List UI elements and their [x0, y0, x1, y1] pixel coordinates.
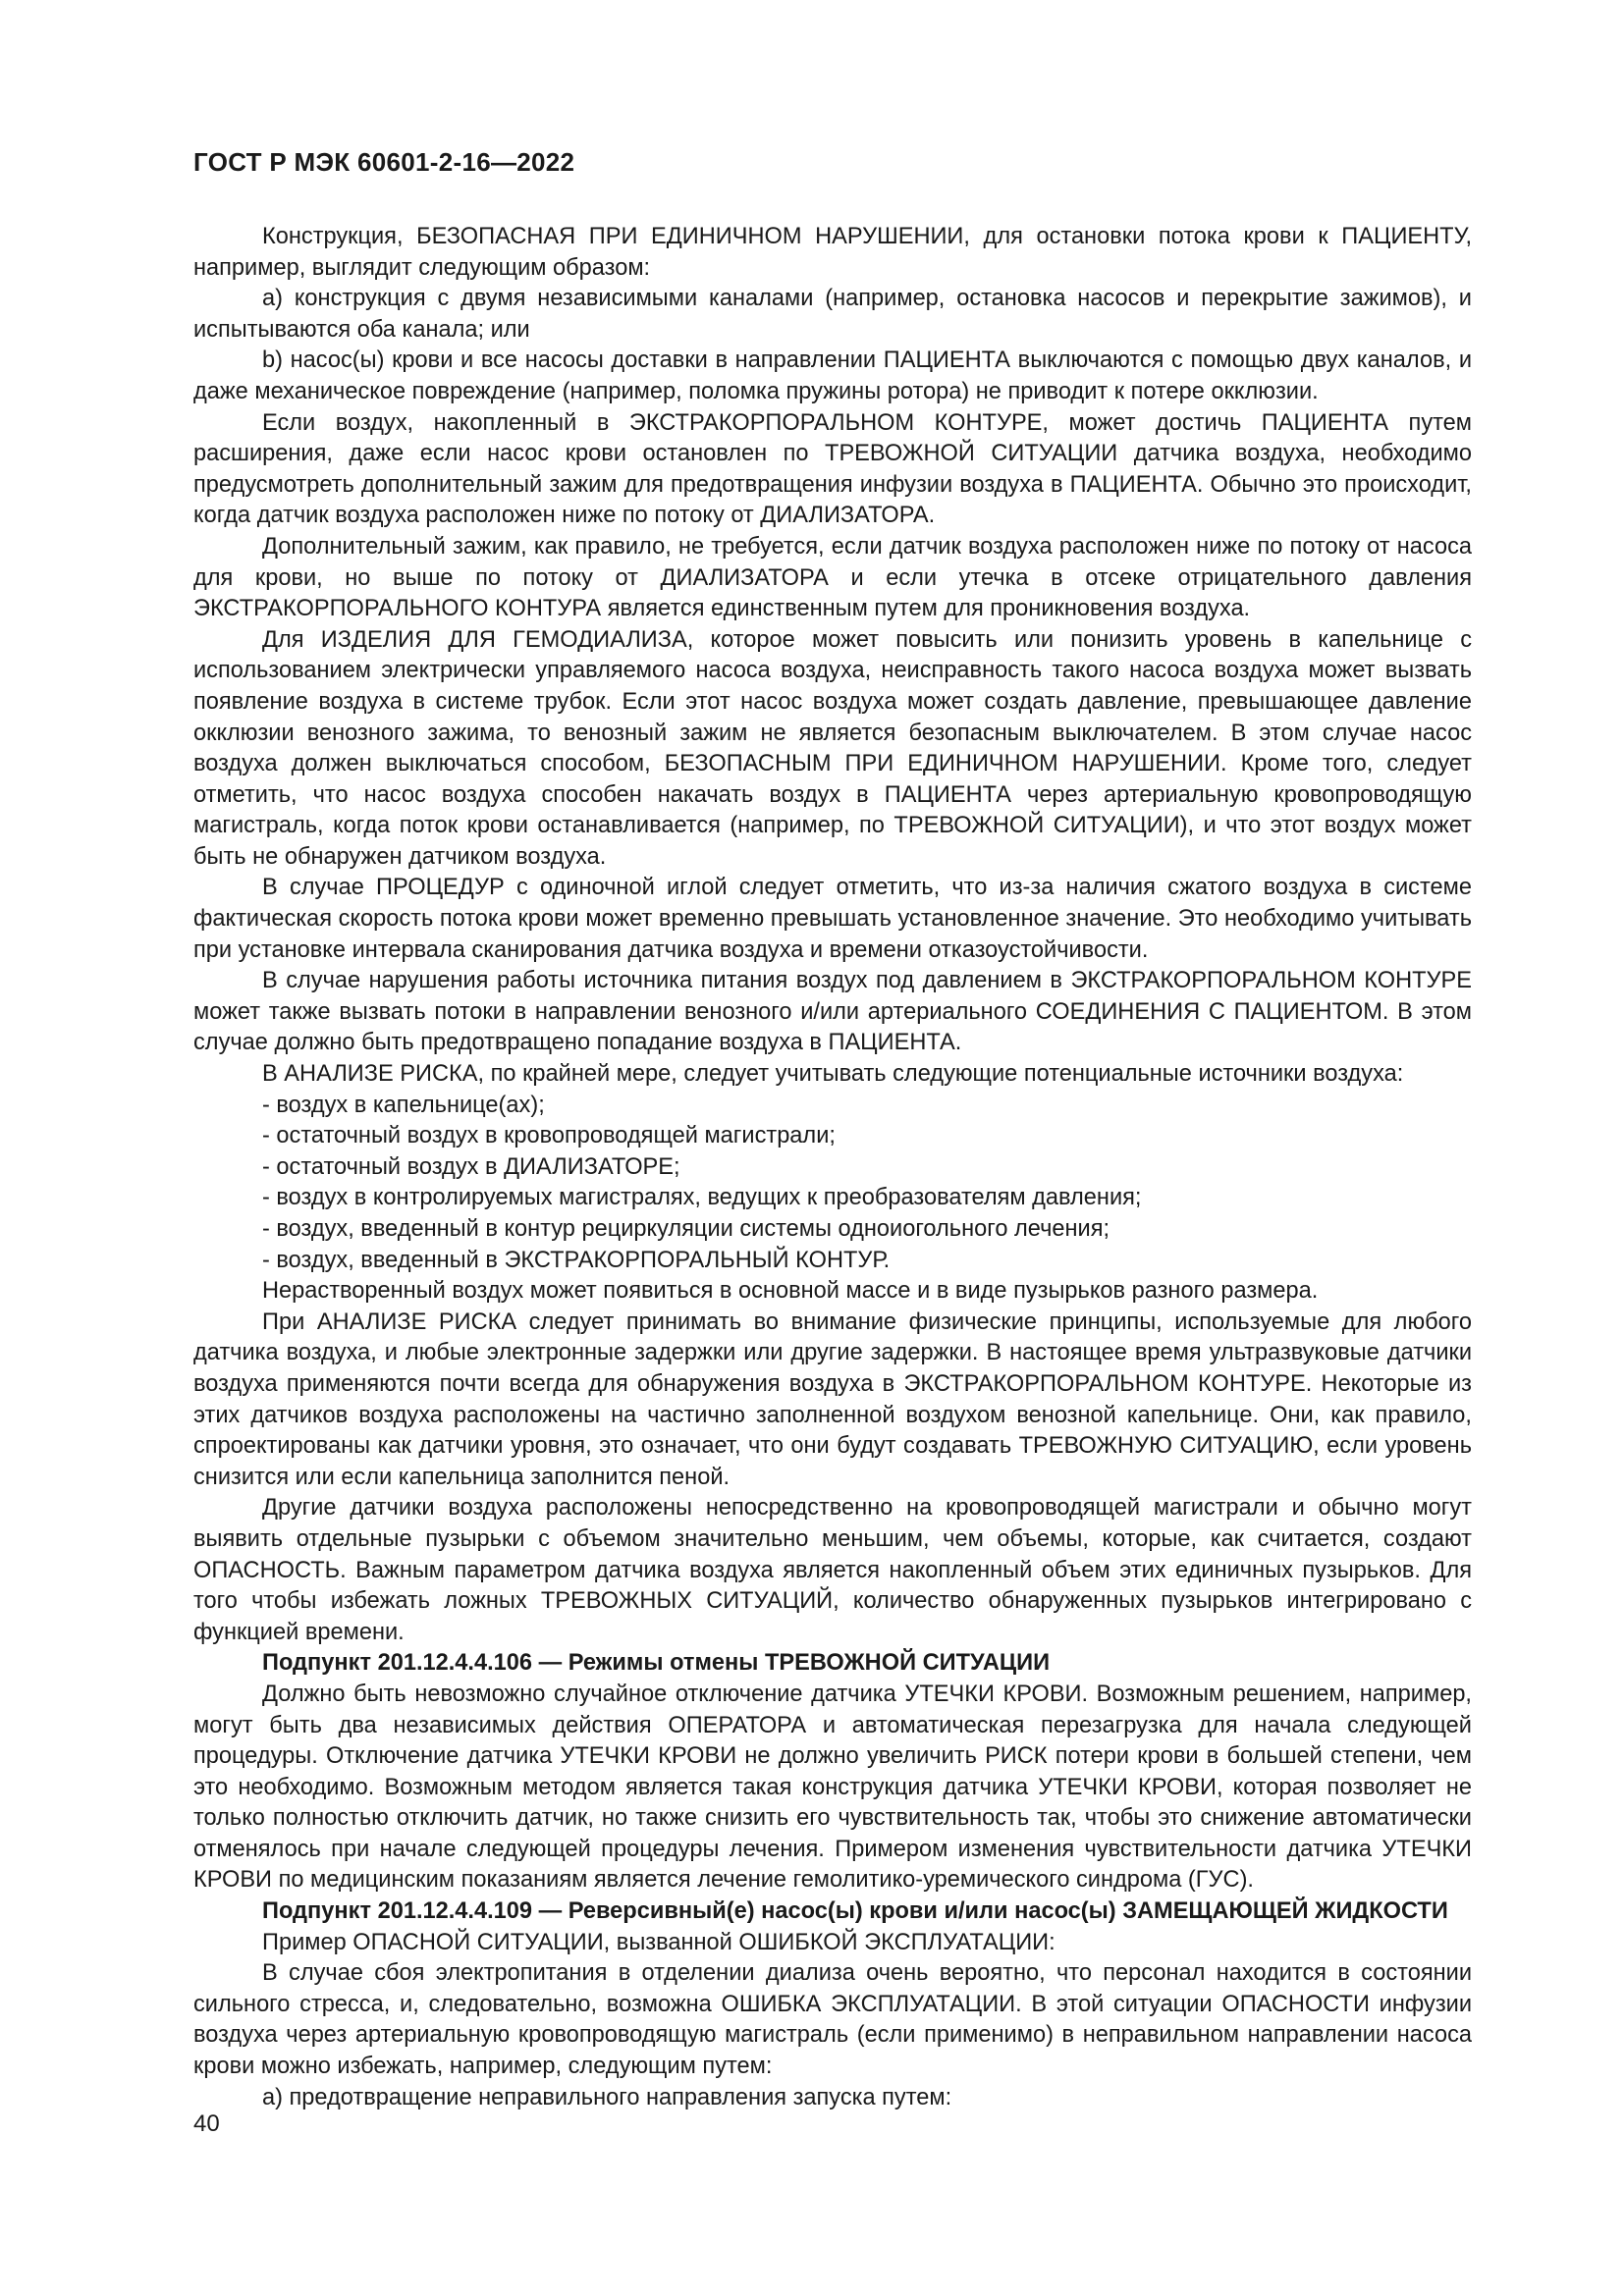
- subsection-heading: Подпункт 201.12.4.4.109 — Реверсивный(е) насос(ы) крови и/или насос(ы) ЗАМЕЩАЮЩЕЙ ЖИДКОСТИ: [262, 1898, 1448, 1925]
- paragraph: Дополнительный зажим, как правило, не требуется, если датчик воздуха расположен ниже по потоку от насоса для крови, но выше по потоку от ДИАЛИЗАТОРА и если утечка в отсеке отрицательного давления ЭКСТРАКОРПОРАЛЬНОГО КОНТУРА является единственным путем для проникновения воздуха.: [193, 533, 1472, 622]
- list-item: - воздух, введенный в ЭКСТРАКОРПОРАЛЬНЫЙ КОНТУР.: [262, 1247, 891, 1273]
- paragraph: В АНАЛИЗЕ РИСКА, по крайней мере, следует учитывать следующие потенциальные источники воздуха:: [262, 1061, 1404, 1088]
- paragraph: a) конструкция с двумя независимыми каналами (например, остановка насосов и перекрытие зажимов), и испытываются оба канала; или: [193, 286, 1472, 343]
- document-body: [193, 222, 1472, 2113]
- document-header: ГОСТ Р МЭК 60601-2-16—2022: [193, 147, 575, 177]
- list-item: - воздух в контролируемых магистралях, ведущих к преобразователям давления;: [262, 1185, 1142, 1211]
- paragraph: При АНАЛИЗЕ РИСКА следует принимать во внимание физические принципы, используемые для любого датчика воздуха, и любые электронные задержки или другие задержки. В настоящее время ультразвуковые датчики воздуха применяются почти всегда для обнаружения воздуха в ЭКСТРАКОРПОРАЛЬНОМ КОНТУРЕ. Некоторые из этих датчиков воздуха расположены на частично заполненной воздухом венозной капельнице. Они, как правило, спроектированы как датчики уровня, это означает, что они будут создавать ТРЕВОЖНУЮ СИТУАЦИЮ, если уровень снизится или если капельница заполнится пеной.: [193, 1308, 1472, 1490]
- paragraph: Нерастворенный воздух может появиться в основной массе и в виде пузырьков разного размера.: [262, 1278, 1319, 1305]
- paragraph: В случае нарушения работы источника питания воздух под давлением в ЭКСТРАКОРПОРАЛЬНОМ КОНТУРЕ может также вызвать потоки в направлении венозного и/или артериального СОЕДИНЕНИЯ С ПАЦИЕНТОМ. В этом случае должно быть предотвращено попадание воздуха в ПАЦИЕНТА.: [193, 968, 1472, 1056]
- paragraph: В случае ПРОЦЕДУР с одиночной иглой следует отметить, что из-за наличия сжатого воздуха в системе фактическая скорость потока крови может временно превышать установленное значение. Это необходимо учитывать при установке интервала сканирования датчика воздуха и времени отказоустойчивости.: [193, 875, 1472, 963]
- paragraph: a) предотвращение неправильного направления запуска путем:: [262, 2084, 952, 2110]
- paragraph: Если воздух, накопленный в ЭКСТРАКОРПОРАЛЬНОМ КОНТУРЕ, может достичь ПАЦИЕНТА путем расширения, даже если насос крови остановлен по ТРЕВОЖНОЙ СИТУАЦИИ датчика воздуха, необходимо предусмотреть дополнительный зажим для предотвращения инфузии воздуха в ПАЦИЕНТА. Обычно это происходит, когда датчик воздуха расположен ниже по потоку от ДИАЛИЗАТОРА.: [193, 409, 1472, 529]
- list-item: - воздух, введенный в контур рециркуляции системы одноиогольного лечения;: [262, 1216, 1110, 1242]
- subsection-heading: Подпункт 201.12.4.4.106 — Режимы отмены ТРЕВОЖНОЙ СИТУАЦИИ: [262, 1650, 1051, 1677]
- list-item: - остаточный воздух в кровопроводящей магистрали;: [262, 1123, 836, 1149]
- list-item: - остаточный воздух в ДИАЛИЗАТОРЕ;: [262, 1153, 680, 1180]
- page-number: 40: [193, 2110, 220, 2137]
- paragraph: Конструкция, БЕЗОПАСНАЯ ПРИ ЕДИНИЧНОМ НАРУШЕНИИ, для остановки потока крови к ПАЦИЕНТУ, например, выглядит следующим образом:: [193, 224, 1472, 281]
- paragraph: Другие датчики воздуха расположены непосредственно на кровопроводящей магистрали и обычно могут выявить отдельные пузырьки с объемом значительно меньшим, чем объемы, которые, как считается, создают ОПАСНОСТЬ. Важным параметром датчика воздуха является накопленный объем этих единичных пузырьков. Для того чтобы избежать ложных ТРЕВОЖНЫХ СИТУАЦИЙ, количество обнаруженных пузырьков интегрировано с функцией времени.: [193, 1495, 1472, 1645]
- paragraph: В случае сбоя электропитания в отделении диализа очень вероятно, что персонал находится в состоянии сильного стресса, и, следовательно, возможна ОШИБКА ЭКСПЛУАТАЦИИ. В этой ситуации ОПАСНОСТИ инфузии воздуха через артериальную кровопроводящую магистраль (если применимо) в неправильном направлении насоса крови можно избежать, например, следующим путем:: [193, 1960, 1472, 2080]
- paragraph: Пример ОПАСНОЙ СИТУАЦИИ, вызванной ОШИБКОЙ ЭКСПЛУАТАЦИИ:: [262, 1929, 1056, 1955]
- list-item: - воздух в капельнице(ах);: [262, 1092, 545, 1118]
- paragraph: Для ИЗДЕЛИЯ ДЛЯ ГЕМОДИАЛИЗА, которое может повысить или понизить уровень в капельнице с использованием электрически управляемого насоса воздуха, неисправность такого насоса воздуха может вызвать появление воздуха в системе трубок. Если этот насос воздуха может создать давление, превышающее давление окклюзии венозного зажима, то венозный зажим не является безопасным выключателем. В этом случае насос воздуха должен выключаться способом, БЕЗОПАСНЫМ ПРИ ЕДИНИЧНОМ НАРУШЕНИИ. Кроме того, следует отметить, что насос воздуха способен накачать воздух в ПАЦИЕНТА через артериальную кровопроводящую магистраль, когда поток крови останавливается (например, по ТРЕВОЖНОЙ СИТУАЦИИ), и что этот воздух может быть не обнаружен датчиком воздуха.: [193, 626, 1472, 870]
- paragraph: Должно быть невозможно случайное отключение датчика УТЕЧКИ КРОВИ. Возможным решением, например, могут быть два независимых действия ОПЕРАТОРА и автоматическая перезагрузка для начала следующей процедуры. Отключение датчика УТЕЧКИ КРОВИ не должно увеличить РИСК потери крови в большей степени, чем это необходимо. Возможным методом является такая конструкция датчика УТЕЧКИ КРОВИ, которая позволяет не только полностью отключить датчик, но также снизить его чувствительность так, чтобы это снижение автоматически отменялось при начале следующей процедуры лечения. Примером изменения чувствительности датчика УТЕЧКИ КРОВИ по медицинским показаниям является лечение гемолитико-уремического синдрома (ГУС).: [193, 1681, 1472, 1894]
- paragraph: b) насос(ы) крови и все насосы доставки в направлении ПАЦИЕНТА выключаются с помощью двух каналов, и даже механическое повреждение (например, поломка пружины ротора) не приводит к потере окклюзии.: [193, 347, 1472, 404]
